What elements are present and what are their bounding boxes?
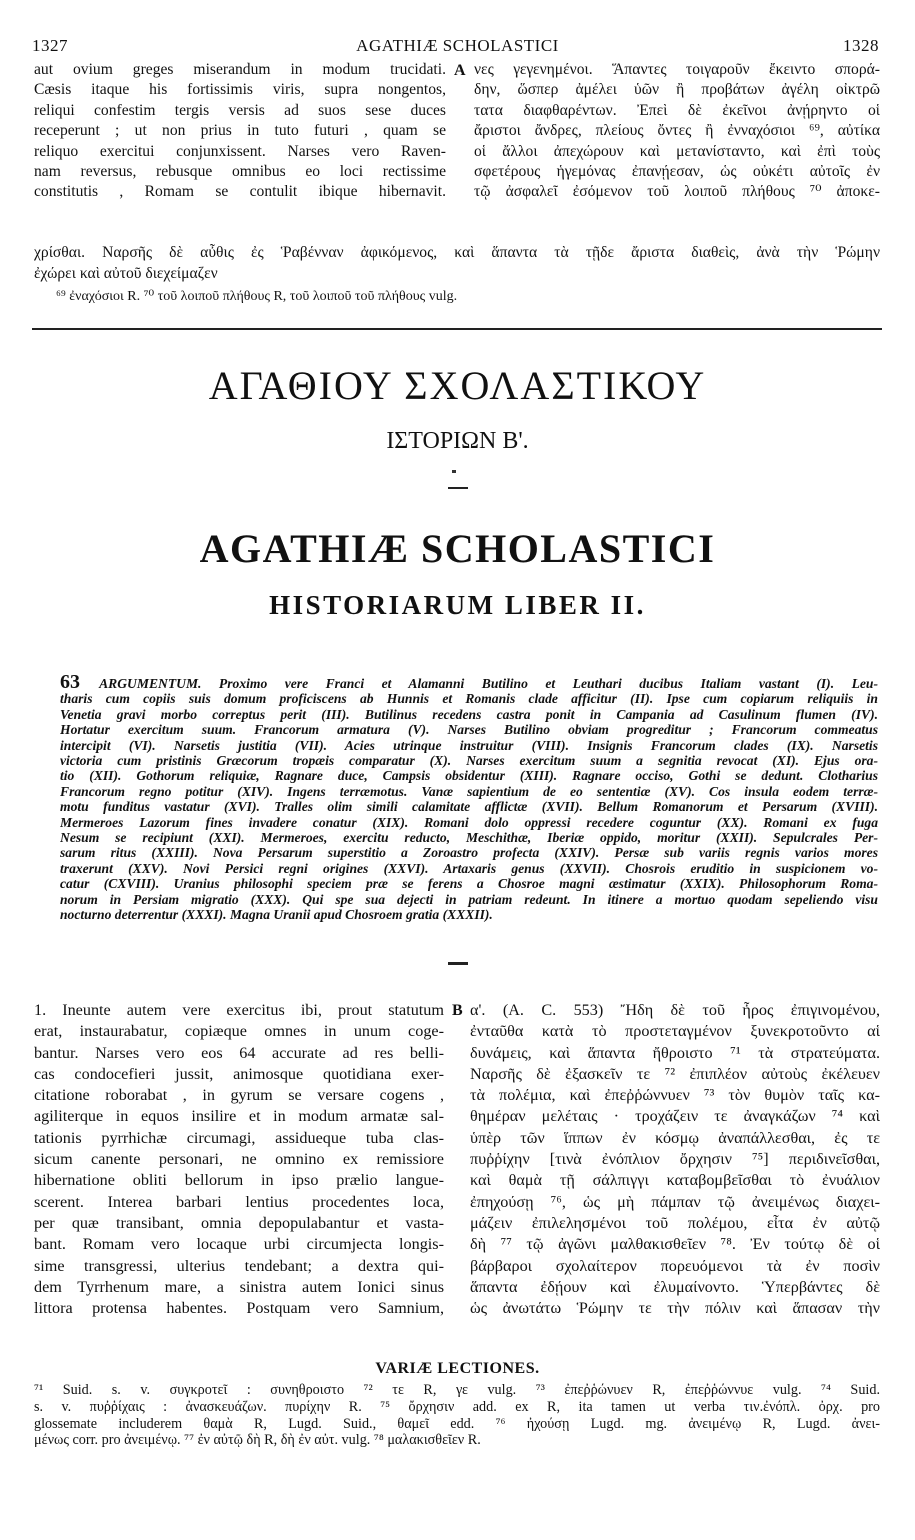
text-line: ὑπὲρ τῶν ἵππων ἐν κόσμῳ ἀναπάλλεσθαι, ἐς τε bbox=[470, 1128, 880, 1147]
argumentum-line: traxerunt (XXV). Novi Persici regni origines (XXVI). Artaxaris genus (XXVII). Chosrois eruditio in suspicionem vo- bbox=[60, 860, 878, 876]
ornament-dot bbox=[452, 470, 456, 473]
text-line: α'. (A. C. 553) Ἤδη δὲ τοῦ ἦρος ἐπιγινομένου, bbox=[470, 1001, 880, 1019]
text-line: cas condocefieri jussit, animosque quotidiana exer- bbox=[34, 1064, 444, 1083]
text-line: δην, ὥσπερ ἀμέλει ὑῶν ἢ προβάτων ἀγέλη οἰκτρῶ bbox=[474, 81, 880, 99]
text-line: θημέραν μελέταις · τροχάζειν τε ἀναγκάζων ⁷⁴ καὶ bbox=[470, 1107, 880, 1126]
text-line: bant. Romam vero locaque urbi circumjecta longis- bbox=[34, 1235, 444, 1254]
argumentum-line: intercipit (VI). Narsetis justitia (VII). Acies utrinque instruitur (VIII). Insignis Francorum clades (IX). Narsetis bbox=[60, 737, 878, 753]
argumentum-line: motu funditus vastatur (XVI). Tralles olim simili calamitate afflictæ (XVII). Bellum Romanorum et Persarum (XVIII). bbox=[60, 799, 878, 815]
argumentum-line: catur (CXVIII). Uranius philosophi speciem præ se ferens a Chosroe magni æstimatur (XXIX). Philosophorum Roma- bbox=[60, 876, 878, 892]
text-line: ὡς ἀνωτάτω Ῥώμην τε τὴν πόλιν καὶ ἅπασαν τὴν bbox=[470, 1299, 880, 1318]
variant-line: μένως corr. pro ἀνειμένῳ. ⁷⁷ ἐν αὐτῷ δὴ R, δὴ ἐν αὐτ. vulg. ⁷⁸ μαλακισθεῖεν R. bbox=[34, 1432, 481, 1449]
text-line: citatione roborabat , in gyrum se versare cogens , bbox=[34, 1086, 444, 1105]
argumentum-line: sarum ritus (XXIII). Nova Persarum superstitio a Zoroastro profecta (XXIV). Persæ sub variis regnis varios mores bbox=[60, 845, 878, 861]
text-line: ἅπαντα ἐδῄουν καὶ ἐλυμαίνοντο. Ὑπερβάντες δὲ bbox=[470, 1277, 880, 1296]
text-line: 1. Ineunte autem vere exercitus ibi, prout statutum bbox=[34, 1001, 444, 1019]
text-line: bantur. Narses vero eos 64 accurate ad res belli- bbox=[34, 1043, 444, 1062]
text-line: tationis pyrrhichæ circumagi, assidueque tuba clas- bbox=[34, 1128, 444, 1147]
text-line: per quæ transibant, omnia depopulabantur et vasta- bbox=[34, 1213, 444, 1232]
variae-heading: VARIÆ LECTIONES. bbox=[375, 1360, 540, 1377]
top-latin-column bbox=[34, 60, 446, 203]
text-line: τὰ πολέμια, καὶ ἐπεῤῥώννυεν ⁷³ τὸν θυμὸν ταῖς κα- bbox=[470, 1086, 880, 1105]
text-line: dem Tyrrhenum mare, a sinistra autem Ionici sinus bbox=[34, 1277, 444, 1296]
text-line: nam reversus, rebusque omnibus eo loci rectissime bbox=[34, 163, 446, 181]
text-line: constitutis , Romam se contulit ibique hibernavit. bbox=[34, 183, 446, 201]
short-rule-2 bbox=[448, 962, 468, 965]
argumentum-line: Francorum regno potitur (XIV). Ingens terræmotus. Vanæ sapientium de eo sententiæ (XV). Cos insula eodem terræ- bbox=[60, 783, 878, 799]
section-rule bbox=[32, 328, 882, 330]
text-line: hibernatione obliti bellorum in ipso prælio langue- bbox=[34, 1171, 444, 1190]
text-line: agiliterque in equos insilire et in modum armatæ sal- bbox=[34, 1107, 444, 1126]
column-number: 63 bbox=[60, 675, 100, 692]
text-line: scerent. Interea barbari lentius procedentes loca, bbox=[34, 1192, 444, 1211]
argumentum-line bbox=[60, 675, 878, 691]
latin-subtitle: HISTORIARUM LIBER II. bbox=[269, 590, 646, 620]
text-line: οἱ ἄλλοι ἀπεχώρουν καὶ μετανίσταντο, καὶ ἐπὶ τοὺς bbox=[474, 142, 880, 160]
text-line: ἄριστοι ἄνδρες, πλείους ὄντες ἢ ἐνναχόσιοι ⁶⁹, αὐτίκα bbox=[474, 122, 880, 140]
text-line: βάρβαροι σχολαίτερον πορευόμενοι τὰ ἐν ποσὶν bbox=[470, 1256, 880, 1275]
argumentum-line: Hortatur exercitum suum. Francorum armatura (V). Narses Butilino obviam progreditur ; Francorum commeatus bbox=[60, 722, 878, 738]
argumentum-line: Venetia gravi morbo correptus perit (III). Butilinus recedens castra ponit in Campania ad Casulinum flumen (IV). bbox=[60, 706, 878, 722]
text-line: ἐχώρει καὶ αὐτοῦ διεχείμαζεν bbox=[34, 265, 218, 282]
text-line: σφετέρους ἡγεμόνας ἐπανῄεσαν, ὡς οὐκέτι αὐτοῖς ἐν bbox=[474, 163, 880, 181]
text-line: δὴ ⁷⁷ τῷ ἀγῶνι μαλθακισθεῖεν ⁷⁸. Ἐν τούτῳ δὲ οἱ bbox=[470, 1235, 880, 1254]
text-line: aut ovium greges miserandum in modum trucidati. bbox=[34, 61, 446, 78]
text-line: νες γεγενημένοι. Ἅπαντες τοιγαροῦν ἔκειντο σπορά- bbox=[474, 61, 880, 78]
argumentum-line: tharis cum copiis suis domum proficiscens ab Hunnis et Romanis clade afficitur (II). Ipse cum copiarum reliquiis in bbox=[60, 691, 878, 707]
greek-subtitle: ΙΣΤΟΡΙΩΝ Β'. bbox=[386, 428, 529, 454]
text-line: Ναρσῆς δὲ ἐξασκεῖν τε ⁷² ἐπιπλέον αὐτοὺς ἐκέλευεν bbox=[470, 1064, 880, 1083]
text-line: δυνάμεις, καὶ ἅπαντα ἤθροιστο ⁷¹ τὰ στρατεύματα. bbox=[470, 1043, 880, 1062]
variant-line: glossemate includerem θαμὰ R, Lugd. Suid., θαμεῖ edd. ⁷⁶ ἠχούσῃ Lugd. mg. ἀνειμένῳ R, Lugd. ἀνει- bbox=[34, 1415, 880, 1432]
text-line: sime transgressi, ulterius tendebant; a dextra qui- bbox=[34, 1256, 444, 1275]
short-rule bbox=[448, 487, 468, 489]
argumentum-text: ARGUMENTUM. Proximo vere Franci et Alamanni Butilino et Leuthari ducibus Italiam vastant (I). Leu- bbox=[99, 676, 878, 691]
body-latin-column bbox=[34, 1000, 444, 1319]
argumentum-line: norum in Persiam migratio (XXX). Qui spe sua dejecti in patriam redeunt. In itinere a mortuo quodam sepeliendo visu bbox=[60, 891, 878, 907]
argumentum-block bbox=[60, 675, 878, 923]
top-full-width-text bbox=[34, 242, 880, 284]
top-footnote: ⁶⁹ ἐναχόσιοι R. ⁷⁰ τοῦ λοιποῦ πλήθους R, τοῦ λοιποῦ τοῦ πλήθους vulg. bbox=[56, 289, 458, 304]
text-line: τῷ ἀσφαλεῖ ἐσόμενον τοῦ λοιποῦ πλήθους ⁷⁰ ἀποκε- bbox=[474, 183, 880, 201]
greek-title: ΑΓΑΘΙΟΥ ΣΧΟΛΑΣΤΙΚΟΥ bbox=[208, 363, 707, 408]
text-line: τατα διαφθαρέντων. Ἐπεὶ δὲ ἐκεῖνοι ἀνῄρηντο οἱ bbox=[474, 101, 880, 119]
text-line: Cæsis itaque his fortissimis viris, supra nongentos, bbox=[34, 81, 446, 99]
margin-letter-a: A bbox=[454, 62, 466, 79]
top-greek-column bbox=[474, 60, 880, 203]
variant-line: s. v. πυῤῥίχαις : ἀνασκευάζων. πυρίχην R. ⁷⁵ ὄρχησιν add. ex R, ita tamen ut verba τιν.ἐνόπλ. ὀρχ. pro bbox=[34, 1398, 880, 1415]
text-line: ἐνταῦθα κατὰ τὸ προστεταγμένον ξυνεκροτοῦντο αἱ bbox=[470, 1022, 880, 1041]
argumentum-line: victoria cum pristinis Græcorum tropæis comparatur (X). Narses exercitum suum a segnitia revocat (XI). Ejus ora- bbox=[60, 753, 878, 769]
text-line: μάζειν ἐπιλελησμένοι τοῦ πολέμου, εἶτα ἐν αὐτῷ bbox=[470, 1213, 880, 1232]
text-line: πυῤῥίχην [τινὰ ἐνόπλιον ὄρχησιν ⁷⁵] περιδινεῖσθαι, bbox=[470, 1150, 880, 1169]
page-number-right: 1328 bbox=[843, 36, 879, 55]
variant-line: ⁷¹ Suid. s. v. συγκροτεῖ : συνηθροιστο ⁷² τε R, γε vulg. ⁷³ ἐπεῤῥώνυεν R, ἐπεῤῥώννυε vulg. ⁷⁴ Suid. bbox=[34, 1382, 880, 1398]
text-line: erat, instaurabatur, copiæque omnes in unum coge- bbox=[34, 1022, 444, 1041]
argumentum-line: Mermeroes Lazorum fines invadere conatur (XIX). Romani dolo oppressi recedere coguntur (XX). Romani ex fuga bbox=[60, 814, 878, 830]
text-line: ἐπηχούσῃ ⁷⁶, ὡς μὴ πάμπαν τῷ ἀνειμένως διαχει- bbox=[470, 1192, 880, 1211]
argumentum-line: Nesum se recipiunt (XXI). Mermeroes, exercitu reducto, Meschithæ, Iberiæ oppido, moritur (XXII). Sepulcrales Per- bbox=[60, 830, 878, 846]
margin-letter-b: B bbox=[452, 1002, 463, 1019]
running-title: AGATHIÆ SCHOLASTICI bbox=[356, 36, 559, 55]
text-line: καὶ θαμὰ τῇ σάλπιγγι καταβομβεῖσθαι τὸ ἐνυάλιον bbox=[470, 1171, 880, 1190]
variae-lectiones bbox=[34, 1382, 880, 1449]
text-line: littora protensa habentes. Postquam vero Samnium, bbox=[34, 1299, 444, 1318]
text-line: χρίσθαι. Ναρσῆς δὲ αὖθις ἐς Ῥαβένναν ἀφικόμενος, καὶ ἅπαντα τὰ τῇδε ἄριστα διαθεὶς, ἀνὰ τὴν Ῥώμην bbox=[34, 244, 880, 261]
text-line: reliquo exercitui conjunxissent. Narses vero Raven- bbox=[34, 142, 446, 160]
text-line: reliqui confestim tergis versis ad suos sese duces bbox=[34, 101, 446, 119]
body-greek-column bbox=[470, 1000, 880, 1319]
text-line: sicum canente personari, ne omnino ex remissiore bbox=[34, 1150, 444, 1169]
text-line: receperunt ; ut non prius in tuto futuri , quam se bbox=[34, 122, 446, 140]
latin-title: AGATHIÆ SCHOLASTICI bbox=[199, 526, 716, 571]
page-number-left: 1327 bbox=[32, 36, 68, 55]
argumentum-line: tio (XII). Gothorum reliquiæ, Ragnare duce, Campsis obsidentur (XIII). Ragnare occiso, Gothi se dedunt. Clotharius bbox=[60, 768, 878, 784]
argumentum-line: nocturno deterrentur (XXXI). Magna Uranii apud Chosroem gratia (XXXII). bbox=[60, 907, 493, 923]
